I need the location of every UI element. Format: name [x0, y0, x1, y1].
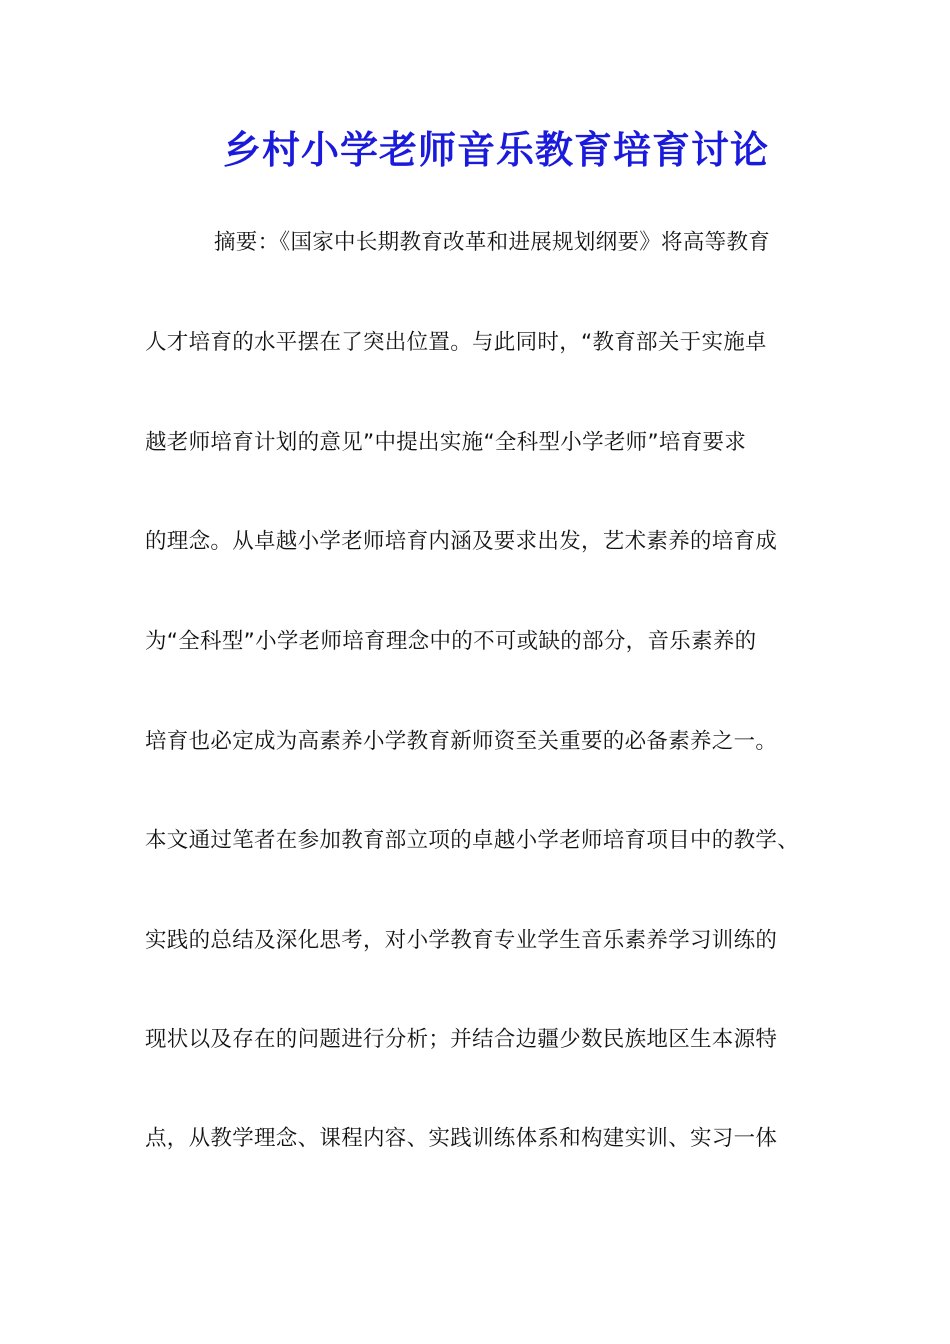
abstract-line-9: 现状以及存在的问题进行分析；并结合边疆少数民族地区生本源特: [145, 1027, 778, 1052]
abstract-line-8: 实践的总结及深化思考，对小学教育专业学生音乐素养学习训练的: [145, 928, 778, 953]
abstract-line-6: 培育也必定成为高素养小学教育新师资至关重要的必备素养之一。: [145, 729, 778, 754]
abstract-line-10: 点，从教学理念、课程内容、实践训练体系和构建实训、实习一体: [145, 1126, 778, 1151]
abstract-line-7: 本文通过笔者在参加教育部立项的卓越小学老师培育项目中的教学、: [145, 828, 800, 853]
abstract-line-1: 摘要：《国家中长期教育改革和进展规划纲要》将高等教育: [214, 230, 771, 255]
abstract-line-3: 越老师培育计划的意见”中提出实施“全科型小学老师”培育要求: [145, 430, 747, 455]
abstract-line-5: 为“全科型”小学老师培育理念中的不可或缺的部分，音乐素养的: [145, 629, 757, 654]
abstract-line-2: 人才培育的水平摆在了突出位置。与此同时，“教育部关于实施卓: [145, 330, 767, 355]
document-title: 乡村小学老师音乐教育培育讨论: [222, 128, 769, 172]
abstract-line-4: 的理念。从卓越小学老师培育内涵及要求出发，艺术素养的培育成: [145, 529, 778, 554]
